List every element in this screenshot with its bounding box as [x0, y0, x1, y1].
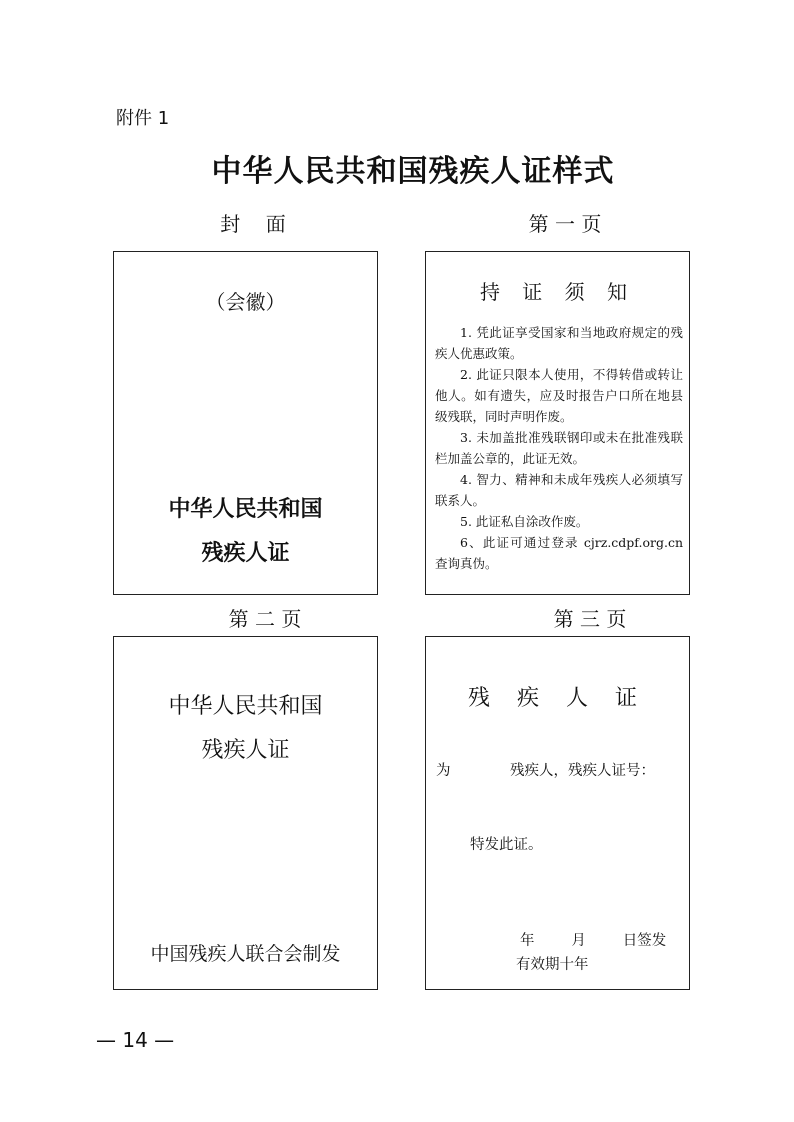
cover-title-line2: 残疾人证 [201, 541, 290, 566]
page2-title-line2: 残疾人证 [201, 738, 290, 763]
cover-title-line1: 中华人民共和国 [168, 497, 323, 522]
page2-label: 第 二 页 [228, 607, 302, 631]
notice-item-5: 5. 此证私自涂改作废。 [460, 514, 589, 529]
notice-item-3: 3. 未加盖批准残联钢印或未在批准残联栏加盖公章的，此证无效。 [435, 430, 683, 466]
page2-title-line1: 中华人民共和国 [168, 694, 323, 719]
page3-label: 第 三 页 [553, 607, 627, 631]
notice-item-4: 4. 智力、精神和未成年残疾人必须填写联系人。 [435, 472, 683, 508]
attachment-label: 附件 1 [116, 108, 170, 129]
page3-card [425, 636, 690, 990]
page1-card [425, 251, 690, 595]
notice-item-1: 1. 凭此证享受国家和当地政府规定的残疾人优惠政策。 [435, 325, 683, 361]
page3-heading: 残 疾 人 证 [468, 686, 647, 711]
notice-item-6: 6、此证可通过登录 cjrz.cdpf.org.cn 查询真伪。 [435, 535, 683, 571]
document-title: 中华人民共和国残疾人证样式 [211, 154, 615, 189]
page1-label: 第 一 页 [528, 212, 602, 236]
page3-issue-date: 年 月 日签发 [520, 933, 667, 949]
page3-issue-text: 特发此证。 [470, 837, 543, 853]
notice-list [435, 322, 683, 574]
page-number: — 14 — [96, 1028, 175, 1052]
cover-card [113, 251, 378, 595]
page2-card [113, 636, 378, 990]
page3-for-word: 为 [436, 763, 451, 779]
page2-issuer: 中国残疾人联合会制发 [150, 943, 341, 965]
page3-validity: 有效期十年 [516, 957, 589, 973]
notice-item-2: 2. 此证只限本人使用，不得转借或转让他人。如有遗失，应及时报告户口所在地县级残联，同时声明作废。 [435, 367, 683, 424]
notice-heading: 持 证 须 知 [479, 280, 636, 304]
cover-label: 封 面 [220, 212, 286, 236]
emblem-placeholder: （会徽） [205, 290, 286, 314]
page3-id-line: 残疾人，残疾人证号： [510, 763, 655, 779]
